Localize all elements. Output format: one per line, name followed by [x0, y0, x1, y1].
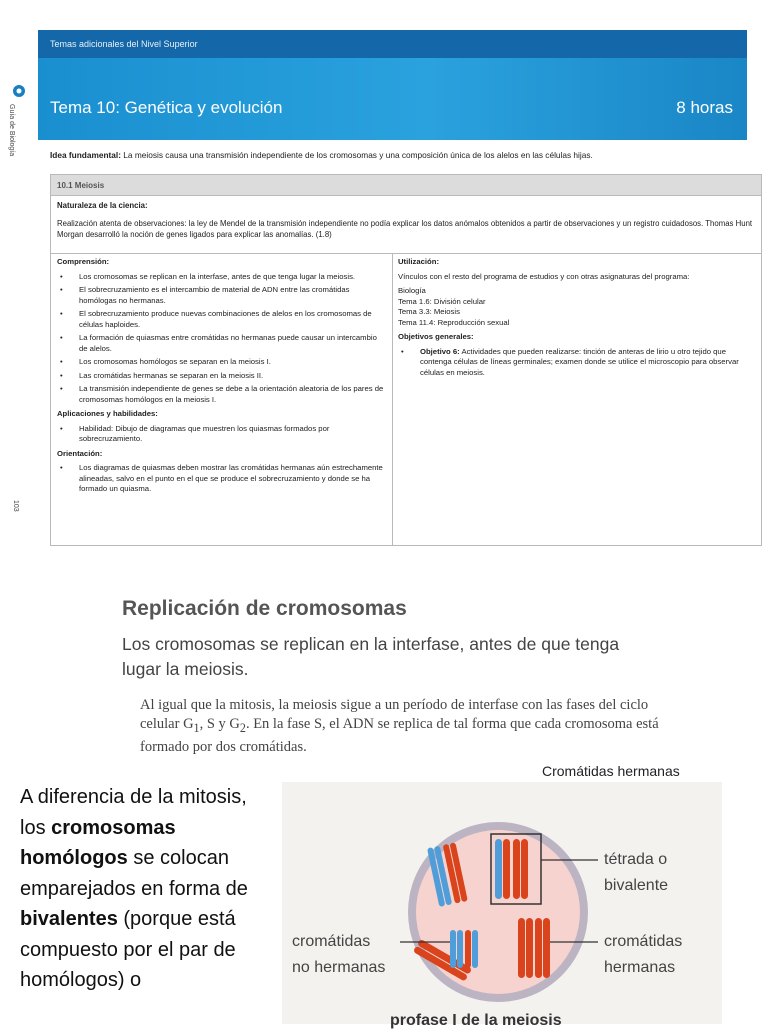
left-column: [57, 257, 385, 499]
list-item: • Las cromátidas hermanas se separan en la meiosis II.: [57, 371, 385, 382]
sister-label-1: cromátidas: [604, 933, 683, 950]
aplicaciones-heading: Aplicaciones y habilidades:: [57, 409, 158, 418]
explanation-part: A diferencia de la mitosis, los: [20, 786, 247, 839]
list-item: • Los cromosomas se replican en la interfase, antes de que tenga lugar la meiosis.: [57, 272, 385, 283]
nonsister-label-1: cromátidas: [292, 933, 371, 950]
list-item: • Los cromosomas homólogos se separan en la meiosis I.: [57, 357, 385, 368]
key-idea-text: La meiosis causa una transmisión independiente de los cromosomas y una composición única de los alelos en las células hijas.: [121, 150, 593, 160]
book-subtitle: Los cromosomas se replican en la interfase, antes de que tenga lugar la meiosis.: [122, 634, 620, 679]
orientacion-list: [57, 463, 385, 495]
list-item: • El sobrecruzamiento produce nuevas combinaciones de alelos en los cromosomas de células haploides.: [57, 309, 385, 330]
page-number: 103: [12, 500, 19, 512]
book-text: , S y G: [199, 716, 240, 732]
right-column: [398, 257, 750, 382]
link-item: Tema 1.6: División celular: [398, 296, 486, 306]
table-header: [51, 175, 761, 196]
objetivo-label: Objetivo 6:: [420, 346, 460, 356]
list-item: • La transmisión independiente de genes se debe a la orientación aleatoria de los pares de cromosomas homólogos en la meiosis I.: [57, 384, 385, 405]
topic-title: Tema 10: Genética y evolución: [50, 98, 283, 117]
banner: [38, 58, 747, 140]
meiosis-diagram: [282, 782, 722, 1029]
book-paragraph: [140, 696, 660, 757]
list-item: • El sobrecruzamiento es el intercambio de material de ADN entre las cromátidas homólogas no hermanas.: [57, 285, 385, 306]
list-item: • La formación de quiasmas entre cromátidas no hermanas puede causar un intercambio de alelos.: [57, 333, 385, 354]
link-item: Biología: [398, 286, 426, 295]
explanation-bold: bivalentes: [20, 908, 118, 930]
orientacion-heading: Orientación:: [57, 448, 103, 458]
list-item: • Los diagramas de quiasmas deben mostrar las cromátidas hermanas aún estrechamente alineadas, salvo en el punto en el que se produce el sobrecruzamiento y donde se ha formado un quiasma.: [57, 463, 385, 495]
nature-text: Realización atenta de observaciones: la ley de Mendel de la transmisión independiente no podía explicar los datos anómalos obtenidos a partir de observaciones y un registro cuidadosos. Thomas Hunt Morgan desarrolló la noción de genes ligados para explicar las anomalías. (1.8): [57, 219, 753, 239]
ib-logo-icon: [12, 84, 26, 98]
nature-heading: Naturaleza de la ciencia:: [57, 201, 148, 210]
sister-label-2: hermanas: [604, 959, 676, 976]
syllabus-table: [50, 174, 762, 546]
nonsister-label-2: no hermanas: [292, 959, 386, 976]
cell-illustration: [282, 782, 722, 1024]
nature-of-science: [57, 200, 755, 240]
objetivos-heading: Objetivos generales:: [398, 332, 474, 341]
tetrad-label: tétrada o bivalente: [604, 851, 669, 894]
key-idea: [50, 150, 750, 160]
utilizacion-text: Vínculos con el resto del programa de estudios y con otras asignaturas del programa:: [398, 271, 690, 281]
banner-section: [38, 30, 747, 58]
key-idea-label: Idea fundamental:: [50, 150, 121, 160]
book-title: Replicación de cromosomas: [122, 597, 407, 620]
side-strip: [8, 80, 30, 190]
guide-label: Guía de Biología: [8, 104, 15, 157]
aplicaciones-list: [57, 424, 385, 445]
explanation-part: se colocan emparejados en forma de: [20, 847, 248, 900]
explanation-part: (porque está compuesto por el par de homólogos) o: [20, 908, 236, 991]
divider: [392, 253, 393, 545]
explanation-text: [20, 782, 270, 996]
subscript: 2: [239, 720, 246, 735]
link-item: Tema 3.3: Meiosis: [398, 307, 460, 316]
objetivo-text: Actividades que pueden realizarse: tinción de anteras de lirio u otro tejido que contenga células de líneas germinales; examen donde se utilice el microscopio para observar células en meiosis.: [420, 346, 739, 377]
objetivos-list: [398, 347, 750, 379]
book-text: Al igual que la mitosis, la meiosis sigue a un período de interfase con las fases del ciclo celular G: [140, 697, 649, 732]
comprension-list: [57, 272, 385, 406]
link-item: Tema 11.4: Reproducción sexual: [398, 317, 510, 327]
subscript: 1: [193, 720, 200, 735]
sister-chromatids-note: Cromátidas hermanas: [542, 763, 680, 779]
comprension-heading: Comprensión:: [57, 257, 110, 266]
list-item: • Habilidad: Dibujo de diagramas que muestren los quiasmas formados por sobrecruzamiento.: [57, 424, 385, 445]
book-text: . En la fase S, el ADN se replica de tal forma que cada cromosoma está formado por dos cromátidas.: [140, 716, 659, 755]
list-item: [398, 347, 750, 379]
diagram-caption: profase I de la meiosis: [390, 1012, 562, 1029]
section-label: Temas adicionales del Nivel Superior: [50, 39, 198, 49]
table-header-label: 10.1 Meiosis: [57, 181, 105, 190]
topic-hours: 8 horas: [676, 98, 733, 117]
explanation-bold: cromosomas homólogos: [20, 816, 176, 869]
divider: [51, 253, 761, 254]
utilizacion-heading: Utilización:: [398, 257, 440, 266]
